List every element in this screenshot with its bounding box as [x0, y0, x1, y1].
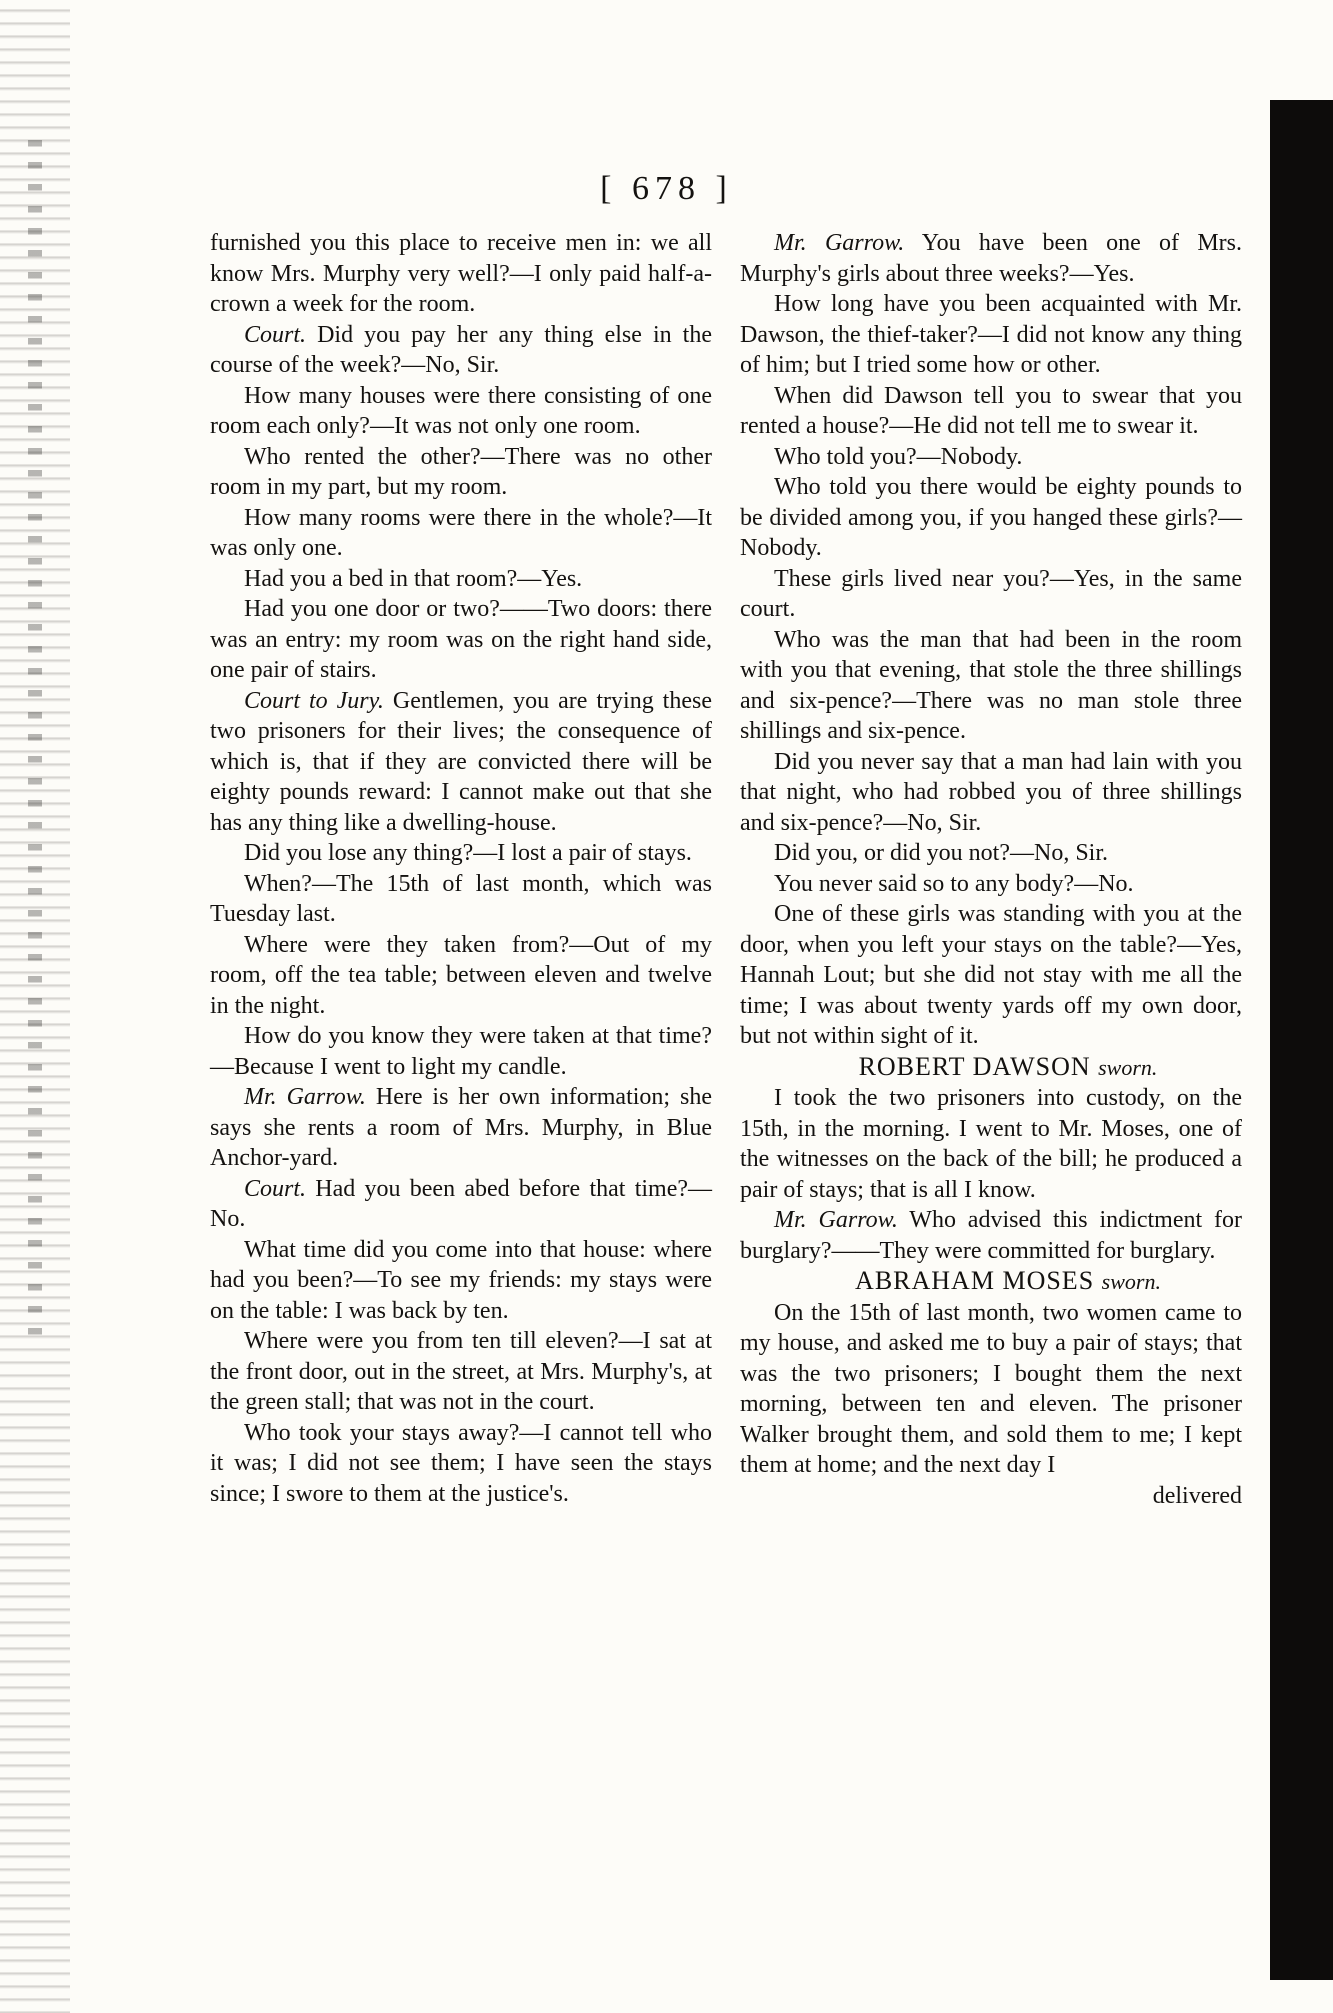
paragraph: Mr. Garrow. Who advised this indictment for burglary?——They were committed for burglary. [740, 1207, 1242, 1264]
speaker: Court. [244, 1175, 307, 1202]
paragraph: Court to Jury. Gentlemen, you are trying these two prisoners for their lives; the consequence of which is, that if they are convicted there will be eighty pounds reward: I cannot make out that she has any thing like a dwelling-house. [210, 687, 712, 836]
paragraph: Who took your stays away?—I cannot tell who it was; I did not see them; I have seen the stays since; I swore to them at the justice's. [210, 1419, 712, 1507]
paragraph: Who was the man that had been in the room with you that evening, that stole the three shillings and six-pence?—There was no man stole three shillings and six-pence. [740, 626, 1242, 744]
paragraph: What time did you come into that house: where had you been?—To see my friends: my stays were on the table: I was back by ten. [210, 1236, 712, 1324]
paragraph: Who told you?—Nobody. [774, 443, 1023, 470]
paragraph: Who rented the other?—There was no other room in my part, but my room. [210, 443, 712, 500]
paragraph: I took the two prisoners into custody, on the 15th, in the morning. I went to Mr. Moses, one of the witnesses on the back of the bill; he produced a pair of stays; that is all I know. [740, 1085, 1242, 1203]
speaker: Mr. Garrow. [774, 1207, 898, 1233]
binding-edge [0, 0, 70, 2013]
left-column [210, 228, 712, 1509]
paragraph: When?—The 15th of last month, which was Tuesday last. [210, 870, 712, 927]
speaker: Court to Jury. [244, 687, 384, 714]
page-number: [ 678 ] [600, 170, 733, 207]
witness-heading-moses: ABRAHAM MOSES sworn. [855, 1266, 1161, 1295]
paragraph: Mr. Garrow. Here is her own information; she says she rents a room of Mrs. Murphy, in Blue Anchor-yard. [210, 1084, 712, 1171]
paragraph: One of these girls was standing with you at the door, when you left your stays on the table?—Yes, Hannah Lout; but she did not stay with me all the time; I was about twenty yards off my own door, but not within sight of it. [740, 901, 1242, 1049]
witness-heading-dawson: ROBERT DAWSON sworn. [858, 1051, 1158, 1081]
paragraph: Who told you there would be eighty pounds to be divided among you, if you hanged these girls?—Nobody. [740, 474, 1242, 561]
paragraph: How long have you been acquainted with Mr. Dawson, the thief-taker?—I did not know any thing of him; but I tried some how or other. [740, 291, 1242, 378]
scan-edge-shadow [1270, 100, 1333, 1980]
speaker: Mr. Garrow. [774, 230, 905, 256]
paragraph: Court. Did you pay her any thing else in the course of the week?—No, Sir. [210, 321, 712, 378]
right-column [740, 228, 1242, 1511]
paragraph: How do you know they were taken at that time?—Because I went to light my candle. [210, 1023, 712, 1080]
paragraph: Court. Had you been abed before that time?—No. [210, 1175, 713, 1232]
paragraph: On the 15th of last month, two women came to my house, and asked me to buy a pair of stays; that was the two prisoners; I bought them the next morning, between ten and eleven. The prisoner Walker brought them, and sold them to me; I kept them at home; and the next day I [740, 1299, 1242, 1478]
paragraph: Had you one door or two?——Two doors: there was an entry: my room was on the right hand side, one pair of stairs. [210, 596, 712, 683]
paragraph: You never said so to any body?—No. [774, 870, 1134, 897]
paragraph: When did Dawson tell you to swear that you rented a house?—He did not tell me to swear it. [740, 382, 1242, 439]
paragraph: Did you never say that a man had lain with you that night, who had robbed you of three shillings and six-pence?—No, Sir. [740, 748, 1242, 836]
speaker: Mr. Garrow. [244, 1084, 366, 1110]
paragraph: furnished you this place to receive men in: we all know Mrs. Murphy very well?—I only paid half-a-crown a week for the room. [210, 230, 712, 317]
paragraph: Did you lose any thing?—I lost a pair of stays. [244, 840, 692, 866]
paragraph: Mr. Garrow. You have been one of Mrs. Murphy's girls about three weeks?—Yes. [740, 230, 1243, 287]
paragraph: Where were they taken from?—Out of my room, off the tea table; between eleven and twelve in the night. [210, 931, 712, 1019]
paragraph: Where were you from ten till eleven?—I sat at the front door, out in the street, at Mrs. Murphy's, at the green stall; that was not in the court. [210, 1328, 712, 1415]
catchword: delivered [1152, 1482, 1242, 1509]
speaker: Court. [244, 321, 307, 348]
paragraph: How many houses were there consisting of one room each only?—It was not only one room. [210, 382, 712, 439]
paragraph: Did you, or did you not?—No, Sir. [774, 840, 1108, 866]
paragraph: How many rooms were there in the whole?—It was only one. [210, 504, 712, 561]
paragraph: Had you a bed in that room?—Yes. [244, 565, 583, 592]
paragraph: These girls lived near you?—Yes, in the same court. [740, 565, 1242, 622]
